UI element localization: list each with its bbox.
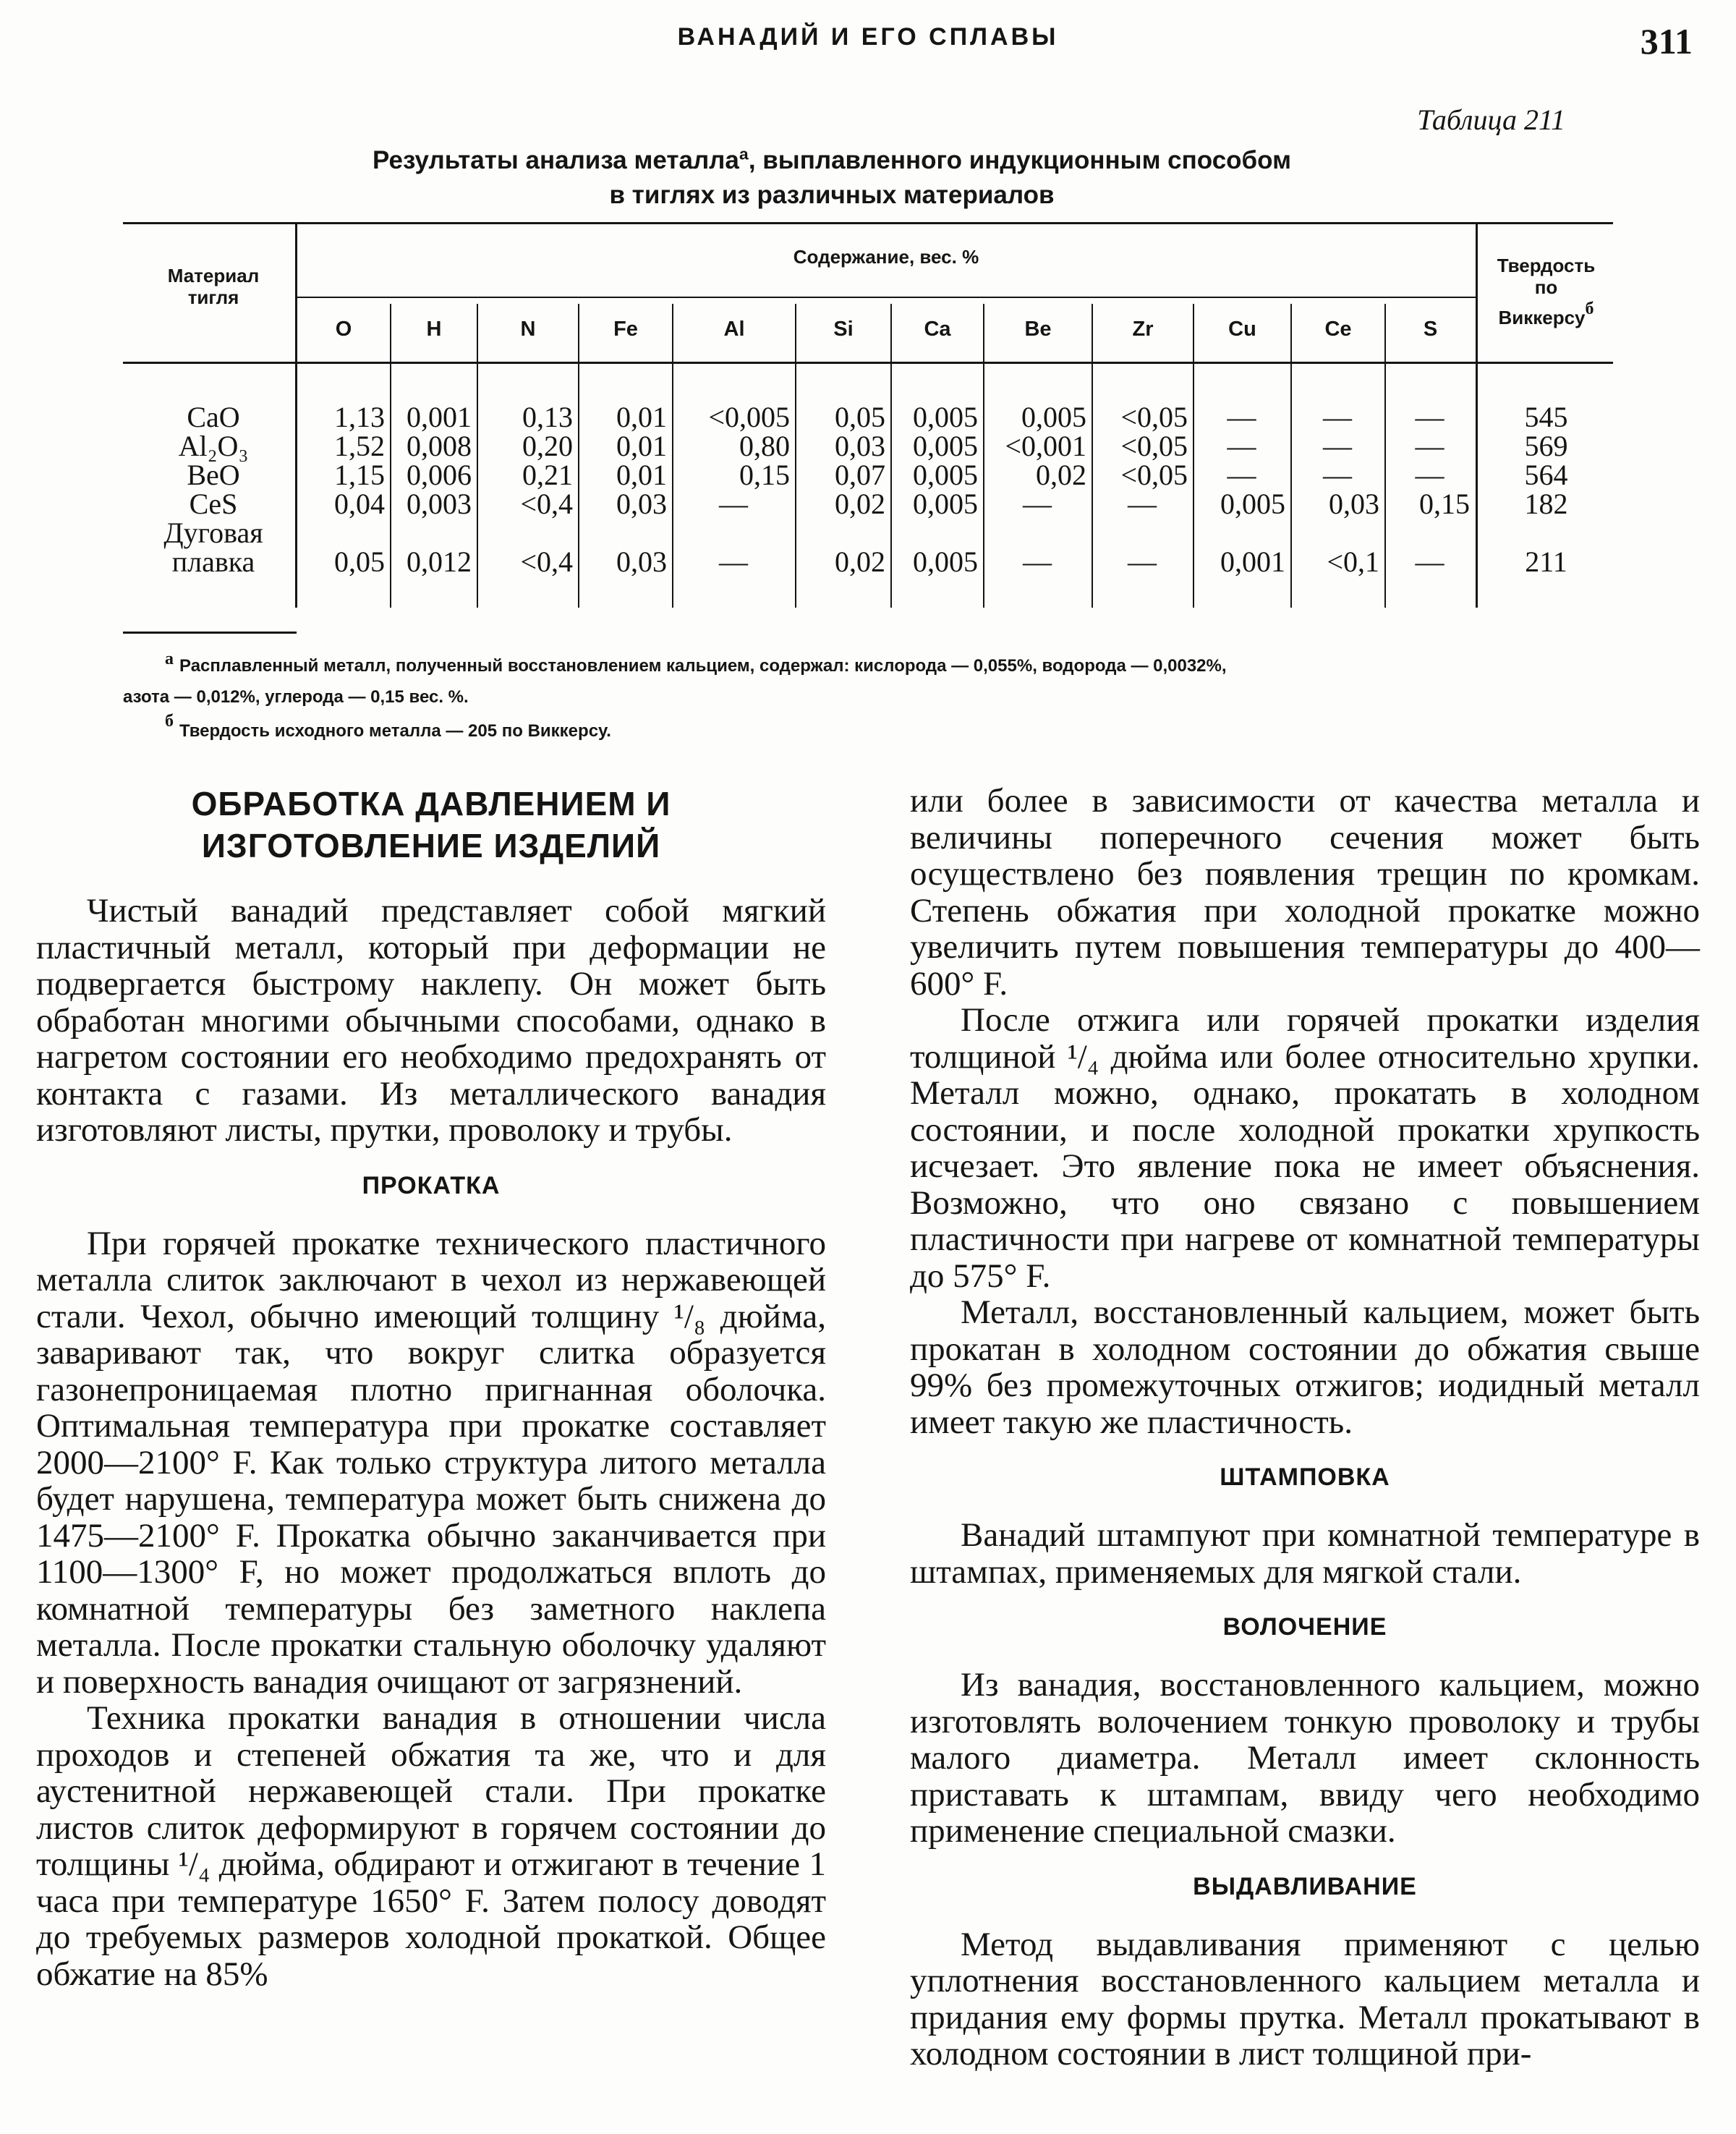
intro-paragraph: Чистый ванадий представляет собой мягкий пластичный металл, который при деформации не подвергается быстрому наклепу. Он может быть обработан многими обычными способами, однако в нагретом состоянии его необходимо предохранять от контакта с газами. Из металлического ванадия изготовляют листы, прутки, проволоку и трубы. [36, 892, 826, 1149]
extrusion-paragraph: Метод выдавливания применяют с целью уплотнения восстановленного кальцием металла и придания ему формы прутка. Металл прокатывают в холодном состоянии в лист толщиной при- [910, 1925, 1700, 2073]
table-cell: — [1023, 488, 1052, 520]
table-cell: <0,4 [520, 488, 573, 520]
table-cell: 0,01 [616, 459, 667, 491]
table-cell: — [719, 488, 748, 520]
section-title [36, 783, 826, 867]
table-cell: 0,012 [407, 545, 472, 578]
table-column-rule [1193, 304, 1194, 608]
footnote-rule [123, 632, 297, 634]
rolling-paragraph-1: При горячей прокатке технического пластичного металла слиток заключают в чехол из нержавеющей стали. Чехол, обычно имеющий толщину ¹/₈ дюйма, заваривают так, что вокруг слитка образуется газонепроницаемая плотно пригнанная оболочка. Оптимальная температура при прокатке составляет 2000—2100° F. Как только структура литого металла будет нарушена, температура может быть снижена до 1475—2100° F. Прокатка обычно заканчивается при 1100—1300° F, но может продолжаться вплоть до комнатной температуры без заметного наклепа металла. После прокатки стальную оболочку удаляют и поверхность ванадия очищают от загрязнений. [36, 1224, 826, 1701]
table-cell: — [1323, 459, 1352, 491]
table-column-rule [795, 304, 796, 608]
table-title-line-2: в тиглях из различных материалов [609, 181, 1055, 209]
table-cell: — [1415, 430, 1444, 462]
table-cell: — [1128, 488, 1157, 520]
table-cell: — [1415, 459, 1444, 491]
column-header-s: S [1423, 318, 1438, 341]
table-cell: <0,005 [708, 401, 790, 433]
row-material-line: Дуговая [163, 517, 263, 549]
row-material-line: плавка [171, 545, 255, 578]
header-hardness-line: Твердость [1497, 255, 1596, 276]
table-column-rule [578, 304, 579, 608]
row-material [137, 490, 289, 519]
header-material [137, 265, 289, 308]
table-cell: 0,01 [616, 401, 667, 433]
table-cell: 0,005 [913, 430, 978, 462]
column-header-zr: Zr [1132, 318, 1154, 341]
table-cell: — [1227, 430, 1256, 462]
footnote-b-mark: б [165, 712, 174, 731]
left-column [36, 783, 826, 1992]
table-cell: 0,005 [913, 545, 978, 578]
column-header-o: O [335, 318, 352, 341]
header-hardness-line: по [1534, 276, 1558, 298]
row-material-line: BeO [187, 459, 240, 491]
row-material-line: CaO [187, 401, 240, 433]
table-cell: 0,05 [835, 401, 885, 433]
subsection-title-drawing: ВОЛОЧЕНИЕ [1222, 1613, 1387, 1641]
section-title-line: ОБРАБОТКА ДАВЛЕНИЕМ И [191, 785, 671, 822]
calcium-paragraph: Металл, восстановленный кальцием, может быть прокатан в холодном состоянии до обжатия свыше 99% без промежуточных отжигов; иодидный металл имеет такую же пластичность. [910, 1293, 1700, 1441]
table-cell: 0,001 [1220, 545, 1285, 578]
table-top-rule [123, 222, 1613, 224]
row-material [137, 519, 289, 577]
header-content: Содержание, вес. % [793, 246, 979, 268]
table-cell: — [1323, 401, 1352, 433]
row-hardness: 545 [1524, 401, 1568, 433]
row-material-line: CeS [189, 488, 238, 520]
annealing-paragraph: После отжига или горячей прокатки изделия толщиной ¹/₄ дюйма или более относительно хрупки. Металл можно, однако, прокатать в холодном состоянии, и после холодной прокатки хрупкость исчезает. Это явление пока не имеет объяснения. Возможно, что оно связано с повышением пластичности при нагреве от комнатной температуры до 575° F. [910, 1001, 1700, 1295]
table-title-line-1: Результаты анализа металлаª, выплавленного индукционным способом [373, 146, 1291, 174]
table-cell: 0,03 [616, 545, 667, 578]
footnote-b [165, 712, 611, 743]
table-column-rule [672, 304, 673, 608]
table-cell: 0,15 [739, 459, 790, 491]
column-header-al: Al [723, 318, 745, 341]
table-cell: 1,52 [334, 430, 385, 462]
table-cell: 0,005 [913, 401, 978, 433]
rolling-paragraph-2: Техника прокатки ванадия в отношении числа проходов и степеней обжатия та же, что и для аустенитной нержавеющей стали. При прокатке листов слиток деформируют в горячем состоянии до толщины ¹/₄ дюйма, обдирают и отжигают в течение 1 часа при температуре 1650° F. Затем полосу доводят до требуемых размеров холодной прокаткой. Общее обжатие на 85% [36, 1699, 826, 1993]
table-cell: 0,03 [616, 488, 667, 520]
table-cell: 0,21 [522, 459, 573, 491]
table-cell: <0,001 [1005, 430, 1086, 462]
table-mid-rule [297, 297, 1476, 298]
table-vrule [1476, 224, 1478, 608]
row-material-line: Al₂O₃ [178, 430, 249, 462]
right-column [910, 783, 1700, 2073]
table-cell: 0,008 [407, 430, 472, 462]
table-cell: 0,03 [835, 430, 885, 462]
table-cell: 0,01 [616, 430, 667, 462]
table-cell: 0,001 [407, 401, 472, 433]
row-hardness: 564 [1524, 459, 1568, 491]
table-cell: 0,15 [1419, 488, 1470, 520]
table-cell: — [1323, 430, 1352, 462]
table-cell: — [1415, 401, 1444, 433]
column-header-cu: Cu [1228, 318, 1256, 341]
table-cell: 0,003 [407, 488, 472, 520]
subsection-title-stamping: ШТАМПОВКА [1220, 1463, 1390, 1491]
table-cell: 1,13 [334, 401, 385, 433]
header-hardness-text: Виккерсу [1498, 307, 1586, 328]
subsection-title-extrusion: ВЫДАВЛИВАНИЕ [1193, 1872, 1417, 1900]
table-cell: <0,05 [1120, 401, 1188, 433]
table-cell: 1,15 [334, 459, 385, 491]
table-cell: 0,02 [835, 488, 885, 520]
row-hardness: 182 [1524, 488, 1568, 520]
table-cell: — [1023, 545, 1052, 578]
drawing-paragraph: Из ванадия, восстановленного кальцием, можно изготовлять волочением тонкую проволоку и трубы малого диаметра. Металл имеет склонность приставать к штампам, ввиду чего необходимо применение специальной смазки. [910, 1666, 1700, 1850]
row-material [137, 432, 289, 461]
row-hardness: 211 [1525, 545, 1567, 578]
column-header-fe: Fe [613, 318, 638, 341]
column-header-ca: Ca [924, 318, 951, 341]
table-column-rule [983, 304, 984, 608]
section-title-line: ИЗГОТОВЛЕНИЕ ИЗДЕЛИЙ [201, 827, 661, 864]
table-column-rule [1092, 304, 1093, 608]
table-title [217, 143, 1447, 213]
table-cell: 0,005 [913, 488, 978, 520]
page-number: 311 [1640, 21, 1693, 61]
table-cell: 0,02 [1036, 459, 1086, 491]
column-header-be: Be [1024, 318, 1052, 341]
column-header-h: H [426, 318, 442, 341]
table-column-rule [390, 304, 391, 608]
header-material-line: Материал [167, 265, 260, 286]
table-cell: — [719, 545, 748, 578]
table-column-rule [890, 304, 892, 608]
table-cell: <0,1 [1327, 545, 1379, 578]
table-cell: 0,03 [1329, 488, 1379, 520]
table-header-rule [123, 362, 1613, 364]
header-material-line: тигля [187, 286, 239, 308]
column-header-ce: Ce [1324, 318, 1352, 341]
footnote-a-cont: азота — 0,012%, углерода — 0,15 вес. %. [123, 687, 469, 707]
stamping-paragraph: Ванадий штампуют при комнатной температуре в штампах, применяемых для мягкой стали. [910, 1516, 1700, 1591]
table-cell: — [1415, 545, 1444, 578]
table-cell: <0,05 [1120, 459, 1188, 491]
table-cell: 0,13 [522, 401, 573, 433]
footnote-a-mark: а [165, 650, 174, 668]
continued-paragraph: или более в зависимости от качества металла и величины поперечного сечения может быть осуществлено без появления трещин по кромкам. Степень обжатия при холодной прокатке можно увеличить путем повышения температуры до 400—600° F. [910, 782, 1700, 1003]
column-header-n: N [520, 318, 536, 341]
footnote-b-text: Твердость исходного металла — 205 по Виккерсу. [179, 721, 611, 741]
table-column-rule [1384, 304, 1386, 608]
row-hardness: 569 [1524, 430, 1568, 462]
table-cell: 0,005 [1021, 401, 1086, 433]
row-material [137, 461, 289, 490]
table-cell: <0,05 [1120, 430, 1188, 462]
footnote-a-line-1: Расплавленный металл, полученный восстановлением кальцием, содержал: кислорода — 0,055%, водорода — 0,0032%, [179, 656, 1227, 676]
table-cell: 0,04 [334, 488, 385, 520]
table-cell: 0,006 [407, 459, 472, 491]
table-cell: 0,005 [913, 459, 978, 491]
table-cell: — [1227, 459, 1256, 491]
header-hardness-line [1479, 298, 1613, 328]
table-cell: 0,20 [522, 430, 573, 462]
table-vrule [295, 224, 297, 608]
header-hardness [1479, 255, 1613, 328]
row-material [137, 403, 289, 432]
footnote-mark: б [1585, 299, 1594, 318]
table-cell: <0,4 [520, 545, 573, 578]
table-cell: 0,05 [334, 545, 385, 578]
table-cell: 0,02 [835, 545, 885, 578]
table-cell: 0,005 [1220, 488, 1285, 520]
table-number: Таблица 211 [1417, 103, 1565, 136]
table-cell: — [1227, 401, 1256, 433]
table-column-rule [1290, 304, 1292, 608]
table-cell: 0,07 [835, 459, 885, 491]
column-header-si: Si [833, 318, 854, 341]
running-head: ВАНАДИЙ И ЕГО СПЛАВЫ [677, 23, 1059, 51]
table-cell: 0,80 [739, 430, 790, 462]
table-cell: — [1128, 545, 1157, 578]
footnote-a [165, 650, 1227, 678]
table-column-rule [477, 304, 478, 608]
subsection-title-rolling: ПРОКАТКА [362, 1171, 501, 1199]
